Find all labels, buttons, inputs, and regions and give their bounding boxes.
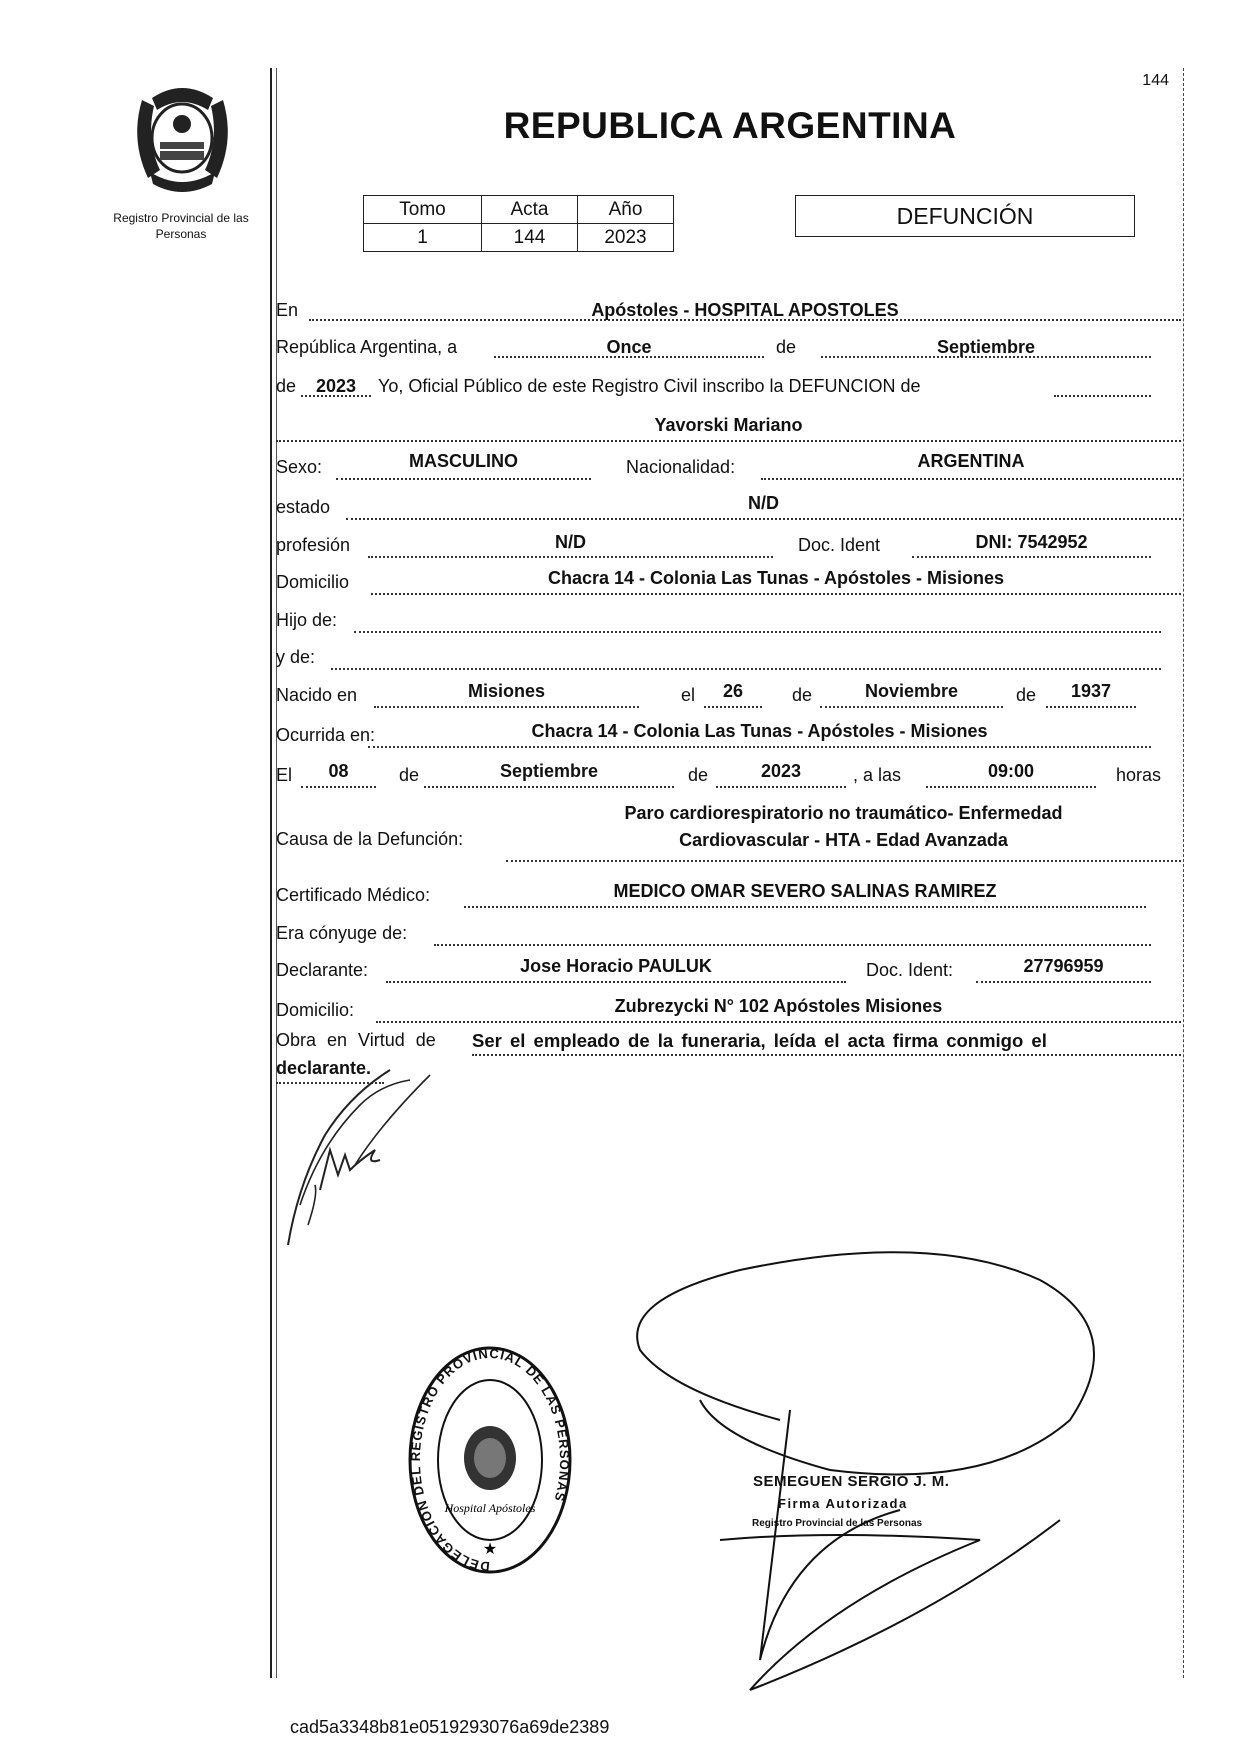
row-nombre (276, 402, 1181, 442)
official-role: Firma Autorizada (778, 1496, 908, 1511)
row-certificado (276, 870, 1181, 910)
official-name: SEMEGUEN SERGIO J. M. (753, 1473, 950, 1490)
value-lugar: Apóstoles - HOSPITAL APOSTOLES (591, 300, 899, 320)
value-declarante-doc: 27796959 (1023, 956, 1104, 976)
row-ocurrida (276, 710, 1181, 750)
label-nacido: Nacido en (276, 685, 358, 705)
acta-value: 144 (482, 224, 578, 252)
label-conyuge: Era cónyuge de: (276, 923, 408, 943)
document-title: REPUBLICA ARGENTINA (503, 105, 957, 146)
row-profesion (276, 520, 1181, 560)
acta-reference-table (363, 195, 674, 252)
label-doc: Doc. Ident: (866, 960, 954, 980)
value-def-hora: 09:00 (987, 761, 1035, 781)
svg-text:★: ★ (482, 1541, 498, 1558)
stamp-inner-text: Hospital Apóstoles (444, 1501, 536, 1515)
value-sexo: MASCULINO (409, 451, 518, 471)
value-causa-line2: Cardiovascular - HTA - Edad Avanzada (679, 830, 1008, 850)
value-def-mes: Septiembre (499, 761, 599, 781)
value-def-anio: 2023 (760, 761, 802, 781)
row-conyuge (276, 908, 1181, 948)
document-type-box: DEFUNCIÓN (795, 195, 1135, 237)
registry-label: Registro Provincial de las Personas (113, 211, 249, 241)
label-certificado: Certificado Médico: (276, 885, 431, 905)
page-number: 144 (1142, 72, 1169, 89)
value-obra-line2: declarante. (276, 1058, 372, 1078)
label-declarante: Declarante: (276, 960, 369, 980)
label-de: de (399, 765, 420, 785)
value-nacido-lugar: Misiones (467, 681, 546, 701)
label-nacionalidad: Nacionalidad: (626, 457, 736, 477)
label-obra: Obra en Virtud de (276, 1030, 436, 1050)
row-hijo (276, 595, 1181, 635)
label-sexo: Sexo: (276, 457, 323, 477)
label-estado: estado (276, 497, 331, 517)
value-anio: 2023 (315, 376, 357, 396)
document-hash: cad5a3348b81e0519293076a69de2389 (290, 1717, 610, 1737)
tomo-header: Tomo (364, 196, 482, 224)
row-lugar (276, 285, 1181, 325)
value-doc: DNI: 7542952 (975, 532, 1088, 552)
row-y-de (276, 632, 1181, 672)
row-causa (276, 798, 1181, 868)
label-el: el (681, 685, 696, 705)
label-doc: Doc. Ident (798, 535, 881, 555)
value-nac-dia: 26 (722, 681, 744, 701)
label-ocurrida: Ocurrida en: (276, 725, 376, 745)
value-dia: Once (606, 337, 652, 357)
oficial-text: Yo, Oficial Público de este Registro Civil inscribo la DEFUNCION de (378, 376, 921, 396)
value-certificado: MEDICO OMAR SEVERO SALINAS RAMIREZ (613, 881, 997, 901)
label-horas: horas (1116, 765, 1162, 785)
value-mes: Septiembre (936, 337, 1036, 357)
anio-value: 2023 (578, 224, 674, 252)
value-domicilio: Chacra 14 - Colonia Las Tunas - Apóstoles - Misiones (547, 568, 1005, 588)
row-estado (276, 482, 1181, 522)
value-nombre: Yavorski Mariano (654, 415, 803, 435)
anio-header: Año (578, 196, 674, 224)
label-de: de (276, 376, 297, 396)
label-republica: República Argentina, a (276, 337, 458, 357)
label-en: En (276, 300, 299, 320)
declarant-signature (280, 1065, 460, 1255)
label-hijo: Hijo de: (276, 610, 338, 630)
row-domicilio-declarante (276, 985, 1181, 1025)
value-declarante: Jose Horacio PAULUK (520, 956, 712, 976)
value-ocurrida: Chacra 14 - Colonia Las Tunas - Apóstoles - Misiones (531, 721, 988, 741)
label-domicilio: Domicilio (276, 572, 350, 592)
registry-stamp (405, 1340, 575, 1580)
label-y-de: y de: (276, 647, 316, 667)
provincial-seal-logo (120, 80, 245, 198)
value-nac-mes: Noviembre (864, 681, 959, 701)
left-margin-rule (270, 68, 272, 1678)
value-domicilio-declarante: Zubrezycki N° 102 Apóstoles Misiones (614, 996, 943, 1016)
row-domicilio (276, 557, 1181, 597)
label-causa: Causa de la Defunción: (276, 829, 464, 849)
value-causa-line1: Paro cardiorespiratorio no traumático- Enfermedad (624, 803, 1063, 823)
acta-header: Acta (482, 196, 578, 224)
row-oficial (276, 361, 1181, 401)
value-profesion: N/D (555, 532, 586, 552)
label-a-las: , a las (853, 765, 902, 785)
label-de: de (1016, 685, 1037, 705)
row-fecha-inscripcion (276, 322, 1181, 362)
right-margin-rule (1183, 68, 1184, 1678)
value-nacionalidad: ARGENTINA (917, 451, 1025, 471)
row-fecha-defuncion (276, 750, 1181, 790)
label-de: de (688, 765, 709, 785)
label-profesion: profesión (276, 535, 351, 555)
label-de: de (792, 685, 813, 705)
row-nacimiento (276, 670, 1181, 710)
row-sexo (276, 442, 1181, 482)
value-nac-anio: 1937 (1070, 681, 1112, 701)
label-domicilio: Domicilio: (276, 1000, 355, 1020)
value-def-dia: 08 (328, 761, 349, 781)
stamp-ring-text: DELEGACION DEL REGISTRO PROVINCIAL DE LAS PERSONAS (407, 1345, 573, 1575)
row-declarante (276, 945, 1181, 985)
label-de: de (776, 337, 797, 357)
official-office: Registro Provincial de las Personas (752, 1518, 923, 1529)
value-estado: N/D (748, 493, 779, 513)
tomo-value: 1 (364, 224, 482, 252)
label-el: El (276, 765, 293, 785)
value-obra-line1: Ser el empleado de la funeraria, leída el acta firma conmigo el (472, 1030, 1047, 1051)
